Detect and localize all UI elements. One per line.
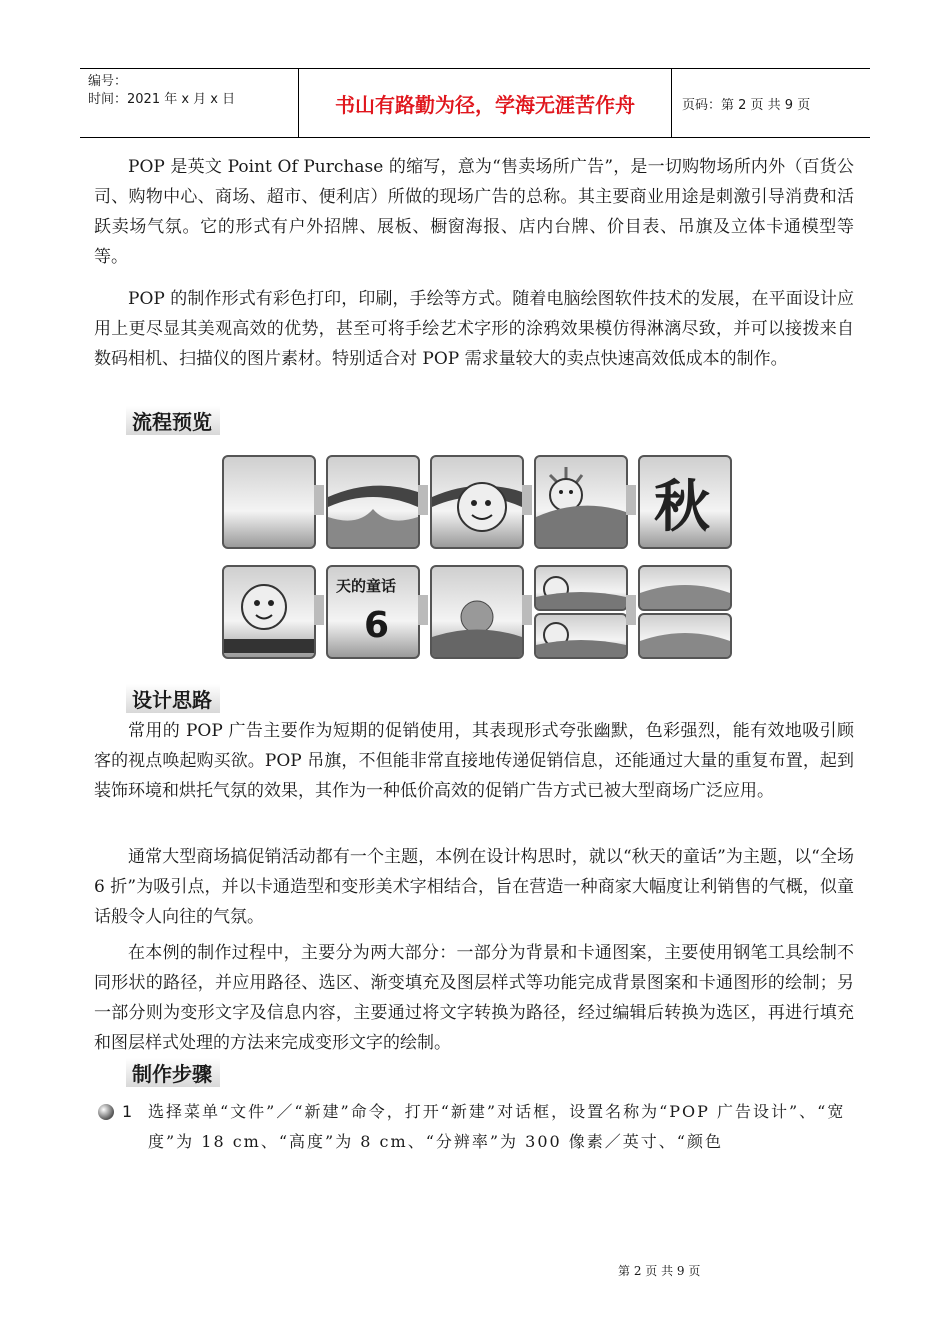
step-number: 1	[122, 1102, 135, 1121]
sun-face-graphic	[432, 457, 522, 547]
heading-flow-preview: 流程预览	[126, 406, 220, 435]
discount-number: 6	[364, 605, 390, 646]
flow-arrow	[522, 595, 532, 625]
step-text: 选择菜单“文件”／“新建”命令，打开“新建”对话框，设置名称为“POP 广告设计”、“宽度”为 18 cm、“高度”为 8 cm、“分辨率”为 300 像素／英寸、“颜色	[148, 1102, 846, 1151]
flow-arrow	[418, 595, 428, 625]
flow-step-10b-image	[638, 613, 732, 659]
wave-graphic	[328, 457, 418, 547]
flow-step-7-image	[326, 565, 420, 659]
flow-step-4-image	[534, 455, 628, 549]
flow-step-1-image	[222, 455, 316, 549]
autumn-wave-graphic	[640, 567, 730, 609]
header-page-label: 页码：第 2 页 共 9 页	[682, 97, 811, 113]
paragraph-pop-usage: 常用的 POP 广告主要作为短期的促销使用，其表现形式夸张幽默，色彩强烈，能有效地吸引顾客的视点唤起购买欲。POP 吊旗，不但能非常直接地传递促销信息，还能通过大量的重复布置，起到装饰环境和烘托气氛的效果，其作为一种低价高效的促销广告方式已被大型商场广泛应用。	[94, 721, 854, 801]
footer-page-number: 第 2 页 共 9 页	[618, 1264, 701, 1278]
paragraph-pop-production: POP 的制作形式有彩色打印，印刷，手绘等方式。随着电脑绘图软件技术的发展，在平面设计应用上更尽显其美观高效的优势，甚至可将手绘艺术字形的涂鸦效果模仿得淋漓尽致，并可以接拨来自数码相机、扫描仪的图片素材。特别适合对 POP 需求量较大的卖点快速高效低成本的制作。	[94, 289, 854, 369]
sun-small-graphic	[536, 567, 626, 609]
flow-step-3-image	[430, 455, 524, 549]
flow-arrow	[314, 485, 324, 515]
sphere-graphic	[432, 567, 522, 657]
story-title-text: 天的童话	[336, 577, 397, 595]
flow-step-10a-image	[638, 565, 732, 611]
header-motto: 书山有路勤为径，学海无涯苦作舟	[299, 69, 672, 137]
flow-step-6-image	[222, 565, 316, 659]
sun-banner-graphic	[224, 567, 314, 657]
flow-step-8-image	[430, 565, 524, 659]
flow-arrow	[314, 595, 324, 625]
paragraph-pop-definition: POP 是英文 Point Of Purchase 的缩写，意为“售卖场所广告”，是一切购物场所内外（百货公司、购物中心、商场、超市、便利店）所做的现场广告的总称。其主要商业用途是刺激引导消费和活跃卖场气氛。它的形式有户外招牌、展板、橱窗海报、店内台牌、价目表、吊旗及立体卡通模型等等。	[94, 157, 854, 267]
step-bullet-icon	[98, 1104, 114, 1120]
autumn-wave-graphic-2	[640, 615, 730, 657]
flow-preview-figure	[222, 455, 732, 659]
document-header	[80, 68, 870, 138]
flow-arrow	[626, 485, 636, 515]
paragraph-theme: 通常大型商场搞促销活动都有一个主题，本例在设计构思时，就以“秋天的童话”为主题，以“全场 6 折”为吸引点，并以卡通造型和变形美术字相结合，旨在营造一种商家大幅度让利销售的气概，似童话般令人向往的气氛。	[94, 847, 854, 927]
number-label: 编号：	[88, 74, 128, 89]
flow-step-9b-image	[534, 613, 628, 659]
heading-production-steps: 制作步骤	[126, 1058, 220, 1087]
flow-step-5-image	[638, 455, 732, 549]
flow-arrow	[418, 485, 428, 515]
sun-small-graphic-2	[536, 615, 626, 657]
flow-arrow	[626, 595, 636, 625]
paragraph-process: 在本例的制作过程中，主要分为两大部分：一部分为背景和卡通图案，主要使用钢笔工具绘制不同形状的路径，并应用路径、选区、渐变填充及图层样式等功能完成背景图案和卡通图形的绘制；另一部分则为变形文字及信息内容，主要通过将文字转换为路径，经过编辑后转换为选区，再进行填充和图层样式处理的方法来完成变形文字的绘制。	[94, 943, 854, 1053]
flow-arrow	[522, 485, 532, 515]
header-meta	[80, 69, 299, 137]
time-label: 时间：2021 年 x 月 x 日	[88, 92, 236, 107]
heading-design-ideas: 设计思路	[126, 684, 220, 713]
flow-step-9a-image	[534, 565, 628, 611]
flow-step-2-image	[326, 455, 420, 549]
sun-rays-graphic	[536, 457, 626, 547]
autumn-character: 秋	[654, 474, 710, 540]
step-1	[98, 1097, 858, 1157]
